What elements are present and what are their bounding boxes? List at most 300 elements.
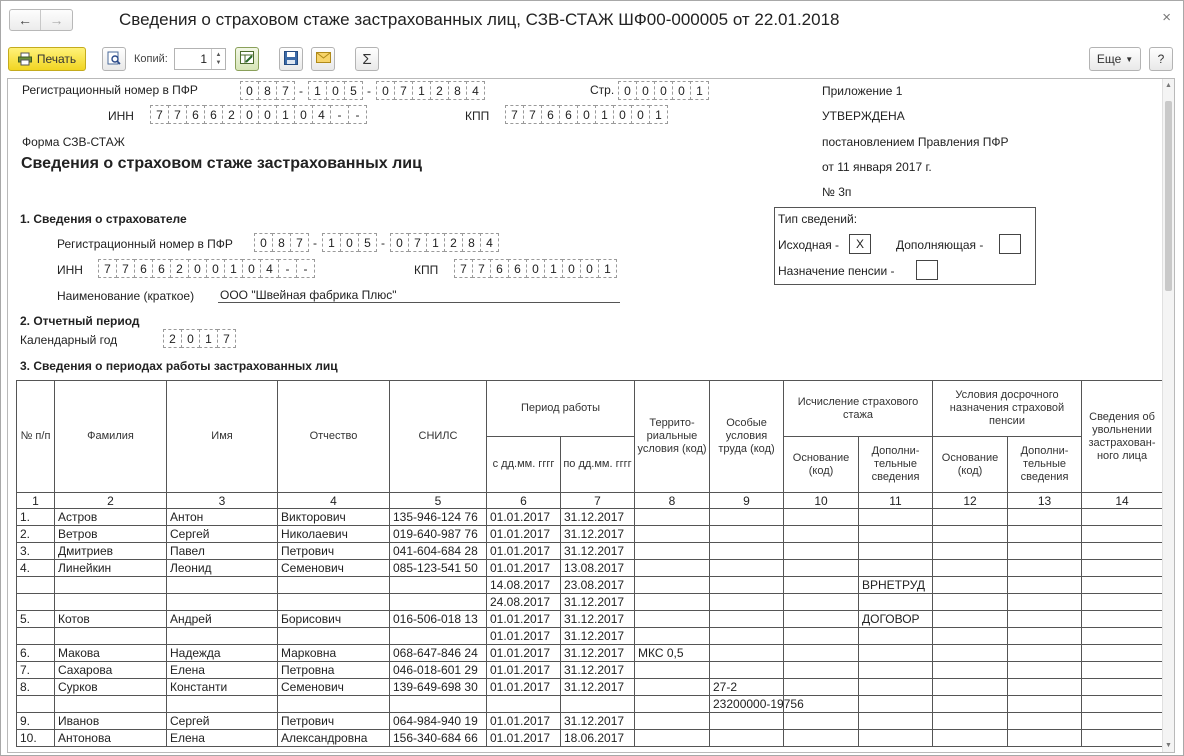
vertical-scrollbar[interactable]: [1162, 79, 1174, 752]
table-row[interactable]: [17, 730, 1163, 747]
table-cell: [167, 696, 278, 713]
table-cell: 23200000-19756: [710, 696, 784, 713]
table-cell: [784, 645, 859, 662]
table-row[interactable]: [17, 509, 1163, 526]
cell: 6: [152, 259, 171, 278]
table-cell: ДОГОВОР: [859, 611, 933, 628]
table-cell: [784, 526, 859, 543]
header-to: по дд.мм. гггг: [561, 437, 635, 493]
table-cell: [1008, 543, 1082, 560]
additional-label: Дополняющая -: [896, 238, 984, 252]
cell: 7: [394, 81, 413, 100]
separator: -: [313, 235, 317, 250]
section1-title: 1. Сведения о страхователе: [20, 212, 187, 226]
table-cell: 31.12.2017: [561, 526, 635, 543]
scroll-down-icon[interactable]: ▼: [1165, 742, 1172, 749]
close-icon[interactable]: ×: [1162, 9, 1171, 26]
column-number: 7: [561, 493, 635, 509]
help-button[interactable]: ?: [1149, 47, 1173, 71]
table-cell: [635, 611, 710, 628]
table-cell: Антонова: [55, 730, 167, 747]
table-cell: [859, 730, 933, 747]
table-cell: 31.12.2017: [561, 611, 635, 628]
table-cell: [710, 526, 784, 543]
copies-value: 1: [200, 52, 207, 66]
table-cell: 01.01.2017: [487, 679, 561, 696]
table-cell: [933, 560, 1008, 577]
cell: 1: [412, 81, 431, 100]
table-cell: 7.: [17, 662, 55, 679]
table-row[interactable]: [17, 577, 1163, 594]
table-cell: [1082, 611, 1163, 628]
table-cell: Сахарова: [55, 662, 167, 679]
scroll-up-icon[interactable]: ▲: [1165, 82, 1172, 89]
cell: 8: [462, 233, 481, 252]
copies-stepper[interactable]: [174, 48, 226, 70]
table-cell: [1008, 696, 1082, 713]
table-cell: 9.: [17, 713, 55, 730]
section1-kpp-label: КПП: [414, 263, 439, 277]
cell: 4: [480, 233, 499, 252]
header-dismissal: Сведения об увольнении застрахован- ного лица: [1082, 381, 1163, 493]
table-cell: 01.01.2017: [487, 645, 561, 662]
more-button[interactable]: [1089, 47, 1141, 71]
table-cell: [710, 560, 784, 577]
cell: 7: [408, 233, 427, 252]
cell: 6: [204, 105, 223, 124]
table-cell: [859, 628, 933, 645]
table-cell: [635, 628, 710, 645]
column-number: 2: [55, 493, 167, 509]
table-cell: [1082, 577, 1163, 594]
table-cell: [1008, 560, 1082, 577]
column-number: 14: [1082, 493, 1163, 509]
cell: 0: [562, 259, 581, 278]
section1-inn-cells: [98, 259, 314, 278]
table-cell: [1082, 645, 1163, 662]
cell: -: [296, 259, 315, 278]
table-cell: [859, 645, 933, 662]
table-cell: ВРНЕТРУД: [859, 577, 933, 594]
table-cell: 6.: [17, 645, 55, 662]
table-cell: [278, 594, 390, 611]
cell: 7: [472, 259, 491, 278]
table-cell: [710, 713, 784, 730]
table-cell: 041-604-684 28: [390, 543, 487, 560]
inn-cells: [150, 105, 366, 124]
column-number: 12: [933, 493, 1008, 509]
reg-number-label: Регистрационный номер в ПФР: [22, 83, 198, 97]
table-cell: [1082, 696, 1163, 713]
table-cell: [933, 594, 1008, 611]
table-cell: [784, 611, 859, 628]
cell: 1: [598, 259, 617, 278]
table-cell: 27-2: [710, 679, 784, 696]
table-cell: [55, 628, 167, 645]
cell: 7: [523, 105, 542, 124]
table-cell: [167, 577, 278, 594]
forward-icon[interactable]: →: [49, 12, 64, 28]
table-cell: 01.01.2017: [487, 526, 561, 543]
table-cell: [278, 577, 390, 594]
table-cell: Сергей: [167, 526, 278, 543]
cell: 0: [240, 105, 259, 124]
table-cell: [390, 577, 487, 594]
column-number: 1: [17, 493, 55, 509]
table-cell: [55, 577, 167, 594]
cell: 7: [150, 105, 169, 124]
table-cell: [1008, 662, 1082, 679]
table-cell: [1008, 509, 1082, 526]
column-number: 5: [390, 493, 487, 509]
table-cell: 1.: [17, 509, 55, 526]
table-cell: [1082, 662, 1163, 679]
cell: 7: [98, 259, 117, 278]
table-cell: Леонид: [167, 560, 278, 577]
back-icon[interactable]: ←: [10, 10, 41, 30]
section1-inn-label: ИНН: [57, 263, 83, 277]
cell: 1: [322, 233, 341, 252]
cell: 4: [312, 105, 331, 124]
table-cell: 31.12.2017: [561, 628, 635, 645]
table-cell: Петрович: [278, 713, 390, 730]
table-cell: 01.01.2017: [487, 662, 561, 679]
table-cell: [859, 696, 933, 713]
cell: 0: [526, 259, 545, 278]
table-cell: 2.: [17, 526, 55, 543]
cell: 6: [186, 105, 205, 124]
cell: 1: [308, 81, 327, 100]
table-cell: [17, 594, 55, 611]
cell: 0: [672, 81, 691, 100]
table-row[interactable]: [17, 662, 1163, 679]
save-button[interactable]: [279, 47, 303, 71]
pension-label: Назначение пенсии -: [778, 264, 895, 278]
table-cell: Надежда: [167, 645, 278, 662]
column-number: 13: [1008, 493, 1082, 509]
section2-title: 2. Отчетный период: [20, 314, 140, 328]
cell: 1: [595, 105, 614, 124]
table-cell: 31.12.2017: [561, 662, 635, 679]
cell: 0: [240, 81, 259, 100]
table-cell: Котов: [55, 611, 167, 628]
table-cell: 01.01.2017: [487, 509, 561, 526]
cell: -: [330, 105, 349, 124]
cell: 2: [170, 259, 189, 278]
table-cell: [1082, 730, 1163, 747]
table-cell: [933, 713, 1008, 730]
column-number: 8: [635, 493, 710, 509]
table-row[interactable]: [17, 645, 1163, 662]
table-row[interactable]: [17, 696, 1163, 713]
preview-button[interactable]: [102, 47, 126, 71]
table-cell: [635, 662, 710, 679]
table-cell: [635, 594, 710, 611]
table-cell: 139-649-698 30: [390, 679, 487, 696]
edit-toggle-button[interactable]: [235, 47, 259, 71]
work-periods-table: [16, 380, 1163, 747]
table-cell: 019-640-987 76: [390, 526, 487, 543]
cell: 0: [618, 81, 637, 100]
stepper-arrows-icon[interactable]: ▲ ▼: [211, 49, 225, 69]
table-cell: Павел: [167, 543, 278, 560]
cell: 5: [358, 233, 377, 252]
table-cell: [710, 628, 784, 645]
table-cell: 135-946-124 76: [390, 509, 487, 526]
cell: 7: [168, 105, 187, 124]
page-cells: [618, 81, 708, 100]
table-cell: [710, 611, 784, 628]
table-cell: 4.: [17, 560, 55, 577]
envelope-icon: [316, 52, 331, 66]
cell: 8: [272, 233, 291, 252]
table-row[interactable]: [17, 543, 1163, 560]
organization-name: ООО "Швейная фабрика Плюс": [218, 288, 620, 303]
table-cell: [1008, 628, 1082, 645]
column-number: 6: [487, 493, 561, 509]
table-cell: [933, 509, 1008, 526]
copies-label: Копий:: [134, 53, 168, 65]
table-cell: Астров: [55, 509, 167, 526]
table-cell: [784, 509, 859, 526]
table-cell: [784, 543, 859, 560]
cell: 7: [505, 105, 524, 124]
table-cell: [561, 696, 635, 713]
column-numbers-row: [17, 493, 1163, 509]
info-type-title: Тип сведений:: [778, 212, 858, 226]
table-cell: [933, 662, 1008, 679]
table-cell: [17, 577, 55, 594]
table-cell: 3.: [17, 543, 55, 560]
year-cells: [163, 329, 235, 348]
table-cell: [784, 730, 859, 747]
pension-checkbox: [916, 260, 938, 280]
table-cell: [933, 543, 1008, 560]
table-cell: [635, 730, 710, 747]
cell: 0: [636, 81, 655, 100]
table-cell: 01.01.2017: [487, 611, 561, 628]
table-cell: Семенович: [278, 560, 390, 577]
table-cell: Петровна: [278, 662, 390, 679]
scrollbar-thumb[interactable]: [1165, 101, 1172, 291]
additional-checkbox: [999, 234, 1021, 254]
table-cell: [1008, 611, 1082, 628]
table-cell: [933, 679, 1008, 696]
approved-number-label: № 3п: [822, 185, 852, 199]
table-cell: [710, 645, 784, 662]
table-cell: 016-506-018 13: [390, 611, 487, 628]
cell: 8: [448, 81, 467, 100]
header-from: с дд.мм. гггг: [487, 437, 561, 493]
inn-label: ИНН: [108, 109, 134, 123]
header-patronymic: Отчество: [278, 381, 390, 493]
table-cell: [1008, 645, 1082, 662]
table-cell: [710, 509, 784, 526]
header-snils: СНИЛС: [390, 381, 487, 493]
cell: 7: [454, 259, 473, 278]
table-cell: [710, 577, 784, 594]
table-cell: Николаевич: [278, 526, 390, 543]
header-early: Условия досрочного назначения страховой пенсии: [933, 381, 1082, 437]
table-cell: [1082, 628, 1163, 645]
header-calc: Исчисление страхового стажа: [784, 381, 933, 437]
table-cell: 5.: [17, 611, 55, 628]
cell: 2: [163, 329, 182, 348]
table-cell: [1082, 560, 1163, 577]
cell: 0: [577, 105, 596, 124]
table-row[interactable]: [17, 526, 1163, 543]
table-cell: 31.12.2017: [561, 543, 635, 560]
table-row[interactable]: [17, 560, 1163, 577]
form-label: Форма СЗВ-СТАЖ: [22, 135, 125, 149]
table-cell: Андрей: [167, 611, 278, 628]
document-title: Сведения о страховом стаже застрахованных лиц: [21, 155, 422, 172]
table-cell: [1008, 526, 1082, 543]
column-number: 4: [278, 493, 390, 509]
reg-number-cells: [240, 81, 484, 100]
table-cell: Петрович: [278, 543, 390, 560]
table-row[interactable]: [17, 679, 1163, 696]
cell: 1: [426, 233, 445, 252]
cell: 0: [390, 233, 409, 252]
initial-label: Исходная -: [778, 238, 840, 252]
table-cell: 064-984-940 19: [390, 713, 487, 730]
table-cell: Борисович: [278, 611, 390, 628]
table-cell: [933, 696, 1008, 713]
send-email-button[interactable]: [311, 47, 335, 71]
section1-kpp-cells: [454, 259, 616, 278]
table-cell: 31.12.2017: [561, 645, 635, 662]
table-cell: [390, 696, 487, 713]
table-cell: [167, 594, 278, 611]
header-calc-extra: Дополни- тельные сведения: [859, 437, 933, 493]
table-cell: [635, 696, 710, 713]
table-cell: Ветров: [55, 526, 167, 543]
cell: -: [278, 259, 297, 278]
table-cell: [859, 543, 933, 560]
table-cell: МКС 0,5: [635, 645, 710, 662]
cell: 8: [258, 81, 277, 100]
cell: 1: [690, 81, 709, 100]
table-cell: 18.06.2017: [561, 730, 635, 747]
edit-table-icon: [240, 51, 254, 67]
appendix-label: Приложение 1: [822, 84, 903, 98]
header-surname: Фамилия: [55, 381, 167, 493]
kpp-cells: [505, 105, 667, 124]
table-cell: [784, 560, 859, 577]
table-cell: [17, 696, 55, 713]
table-cell: [859, 509, 933, 526]
table-cell: [710, 730, 784, 747]
approved-by-label: постановлением Правления ПФР: [822, 135, 1009, 149]
table-cell: 10.: [17, 730, 55, 747]
table-cell: [55, 594, 167, 611]
table-cell: [710, 662, 784, 679]
more-label: Еще: [1096, 52, 1122, 66]
table-cell: 085-123-541 50: [390, 560, 487, 577]
table-cell: 01.01.2017: [487, 543, 561, 560]
table-row[interactable]: [17, 594, 1163, 611]
table-cell: Марковна: [278, 645, 390, 662]
header-period: Период работы: [487, 381, 635, 437]
separator: -: [381, 235, 385, 250]
table-cell: 31.12.2017: [561, 713, 635, 730]
chevron-down-icon: ▼: [1125, 54, 1134, 64]
cell: 4: [466, 81, 485, 100]
cell: 6: [541, 105, 560, 124]
table-cell: [167, 628, 278, 645]
floppy-disk-icon: [284, 51, 298, 68]
table-cell: [635, 577, 710, 594]
print-button[interactable]: [8, 47, 86, 71]
table-cell: [635, 526, 710, 543]
table-cell: [1082, 543, 1163, 560]
table-cell: [635, 543, 710, 560]
table-cell: [17, 628, 55, 645]
table-cell: [784, 628, 859, 645]
table-cell: [784, 679, 859, 696]
table-cell: Антон: [167, 509, 278, 526]
table-cell: Константи: [167, 679, 278, 696]
cell: 0: [613, 105, 632, 124]
printer-icon: [18, 53, 32, 65]
cell: 7: [217, 329, 236, 348]
table-row[interactable]: [17, 628, 1163, 645]
cell: 7: [116, 259, 135, 278]
table-cell: [859, 526, 933, 543]
table-cell: [1082, 594, 1163, 611]
table-cell: Иванов: [55, 713, 167, 730]
header-early-basis: Основание (код): [933, 437, 1008, 493]
table-row[interactable]: [17, 713, 1163, 730]
table-cell: Викторович: [278, 509, 390, 526]
table-cell: [278, 628, 390, 645]
cell: 0: [258, 105, 277, 124]
cell: 0: [580, 259, 599, 278]
cell: -: [348, 105, 367, 124]
section1-reg-cells: [254, 233, 498, 252]
year-label: Календарный год: [20, 333, 118, 347]
cell: 1: [199, 329, 218, 348]
table-cell: [784, 713, 859, 730]
sum-button[interactable]: Σ: [355, 47, 379, 71]
header-calc-basis: Основание (код): [784, 437, 859, 493]
table-cell: [635, 560, 710, 577]
table-cell: [1008, 730, 1082, 747]
table-cell: 14.08.2017: [487, 577, 561, 594]
table-cell: 046-018-601 29: [390, 662, 487, 679]
table-cell: Дмитриев: [55, 543, 167, 560]
table-cell: [710, 543, 784, 560]
table-cell: [784, 594, 859, 611]
table-row[interactable]: [17, 611, 1163, 628]
cell: 7: [276, 81, 295, 100]
table-cell: [55, 696, 167, 713]
table-cell: [859, 713, 933, 730]
cell: 0: [254, 233, 273, 252]
page-label: Стр.: [590, 83, 615, 97]
approved-label: УТВЕРЖДЕНА: [822, 109, 905, 123]
title-bar: [1, 1, 1183, 39]
cell: 0: [181, 329, 200, 348]
table-cell: 24.08.2017: [487, 594, 561, 611]
column-number: 10: [784, 493, 859, 509]
table-cell: Александровна: [278, 730, 390, 747]
cell: 1: [224, 259, 243, 278]
cell: 0: [340, 233, 359, 252]
header-num: № п/п: [17, 381, 55, 493]
cell: 0: [294, 105, 313, 124]
